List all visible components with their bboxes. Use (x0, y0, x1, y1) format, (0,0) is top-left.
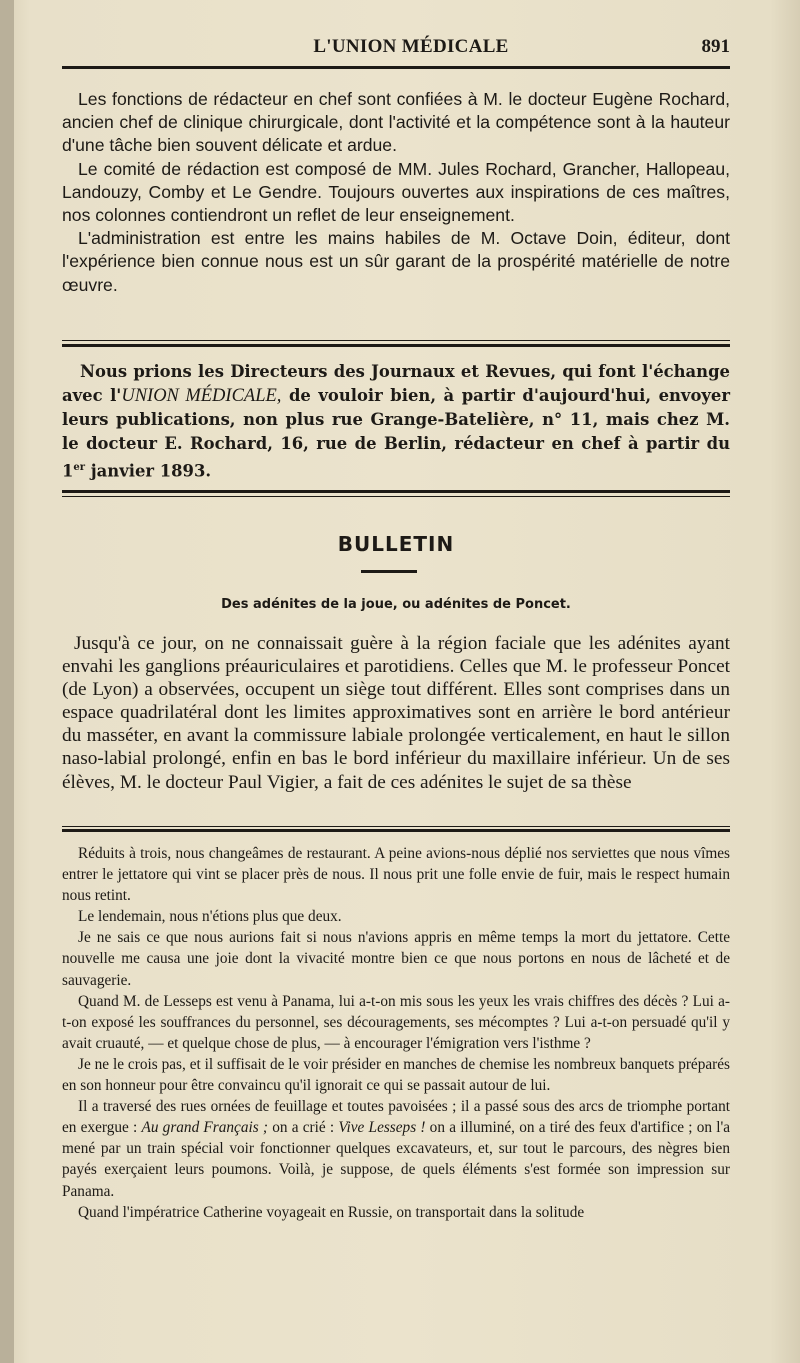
page-number: 891 (701, 36, 730, 57)
intro-paragraph: L'administration est entre les mains habiles de M. Octave Doin, éditeur, dont l'expérience bien connue nous est un sûr garant de la prospérité matérielle de notre œuvre. (62, 228, 730, 295)
article-subtitle: Des adénites de la joue, ou adénites de Poncet. (221, 597, 571, 612)
feuilleton-paragraph: Quand l'impératrice Catherine voyageait en Russie, on transportait dans la solitude (78, 1203, 585, 1221)
bulletin-paragraph: Jusqu'à ce jour, on ne connaissait guère à la région faciale que les adénites ayant envahi les ganglions préauriculaires et parotidiens. Celles que M. le professeur Poncet (de Lyon) a observées, occupent un siège tout différent. Elles sont comprises dans un espace quadrilatéral dont les limites approximatives sont en arrière le bord antérieur du masséter, en avant la commissure labiale prolongée verticalement, en haut le sillon naso-labial prolongé, enfin en bas le bord inférieur du maxillaire inférieur. Un de ses élèves, M. le docteur Paul Vigier, a fait de ces adénites le sujet de sa thèse (62, 633, 730, 793)
feuilleton-paragraph: Réduits à trois, nous changeâmes de restaurant. A peine avions-nous déplié nos serviettes que nous vîmes entrer le jettatore qui vint se placer près de nous. Il nous prit une folle envie de fuir, mais le respect humain nous retint. (62, 845, 730, 905)
notice-rule-top-thick (62, 344, 730, 347)
notice-text: janvier 1893. (85, 461, 212, 481)
header-rule (62, 66, 730, 69)
notice-rule-bottom (62, 490, 730, 493)
intro-section (62, 88, 730, 297)
feuilleton-rule-thick (62, 829, 730, 832)
page-binding-edge (0, 0, 14, 1363)
notice-section (62, 360, 730, 483)
feuilleton-paragraph: Je ne le crois pas, et il suffisait de le voir présider en manches de chemise les nombreux banquets préparés en son honneur pour être convaincu qu'il ignorait ce qui se passait autour de lui. (62, 1055, 730, 1095)
feuilleton-text: on a illuminé, on a tiré des feux d'artifice ; on l'a mené par un train spécial voir fonctionner quelques excavateurs, et, sur tout le parcours, des nègres bien payés exerçaient leurs poumons. Voilà, je suppose, de quels éléments s'est formée son impression sur Panama. (62, 1119, 731, 1200)
feuilleton-text: Il a traversé des rues ornées de feuillage et toutes pavoisées ; il a passé sous des arcs de triomphe portant en exergue : (62, 1098, 730, 1137)
feuilleton-paragraph: Le lendemain, nous n'étions plus que deux. (78, 908, 342, 926)
feuilleton-section (62, 843, 730, 1223)
intro-paragraph: Le comité de rédaction est composé de MM. Jules Rochard, Grancher, Hallopeau, Landouzy, Comby et Le Gendre. Toujours ouvertes aux inspirations de ces maîtres, nos colonnes contiendront un reflet de leur enseignement. (62, 158, 730, 226)
bulletin-title-rule (361, 570, 417, 573)
notice-rule-top (62, 340, 730, 341)
bulletin-title: BULLETIN (337, 532, 455, 556)
notice-paragraph (62, 360, 730, 483)
feuilleton-paragraph (62, 1096, 730, 1201)
running-title: L'UNION MÉDICALE (313, 36, 509, 57)
feuilleton-text: on a crié : (267, 1119, 339, 1137)
ordinal-suffix: er (73, 462, 86, 473)
feuilleton-paragraph: Je ne sais ce que nous aurions fait si nous n'avions appris en même temps la mort du jettatore. Cette nouvelle me causa une joie dont la vivacité montre bien ce que nous portons en nous de lâcheté et de sauvagerie. (62, 929, 730, 989)
exergue-quote: Au grand Français ; (141, 1119, 268, 1137)
notice-text: de vouloir bien, à partir d'aujourd'hui, envoyer leurs publications, non plus rue Grange-Batelière, n° 11, mais chez M. le docteur E. Rochard, 16, rue de Berlin, rédacteur en chef à partir du 1 (62, 386, 730, 481)
intro-paragraph: Les fonctions de rédacteur en chef sont confiées à M. le docteur Eugène Rochard, ancien chef de clinique chirurgicale, dont l'activité et la compétence sont à la hauteur d'une tâche bien souvent délicate et ardue. (62, 89, 730, 156)
feuilleton-rule-thin (62, 826, 730, 827)
bulletin-section (62, 632, 730, 794)
notice-rule-bottom-thin (62, 496, 730, 497)
page-header (62, 34, 730, 62)
journal-name: UNION MÉDICALE, (121, 386, 282, 406)
notice-text: Nous prions les Directeurs des Journaux et Revues, qui font l'échange avec l' (62, 362, 730, 405)
feuilleton-paragraph: Quand M. de Lesseps est venu à Panama, lui a-t-on mis sous les yeux les vrais chiffres des décès ? Lui a-t-on exposé les souffrances du personnel, ses découragements, ses mécomptes ? Lui a-t-on persuadé qu'il y avait cruauté, — et quelque chose de plus, — à encourager l'émigration vers l'isthme ? (62, 992, 730, 1052)
cheer-quote: Vive Lesseps ! (338, 1119, 426, 1137)
